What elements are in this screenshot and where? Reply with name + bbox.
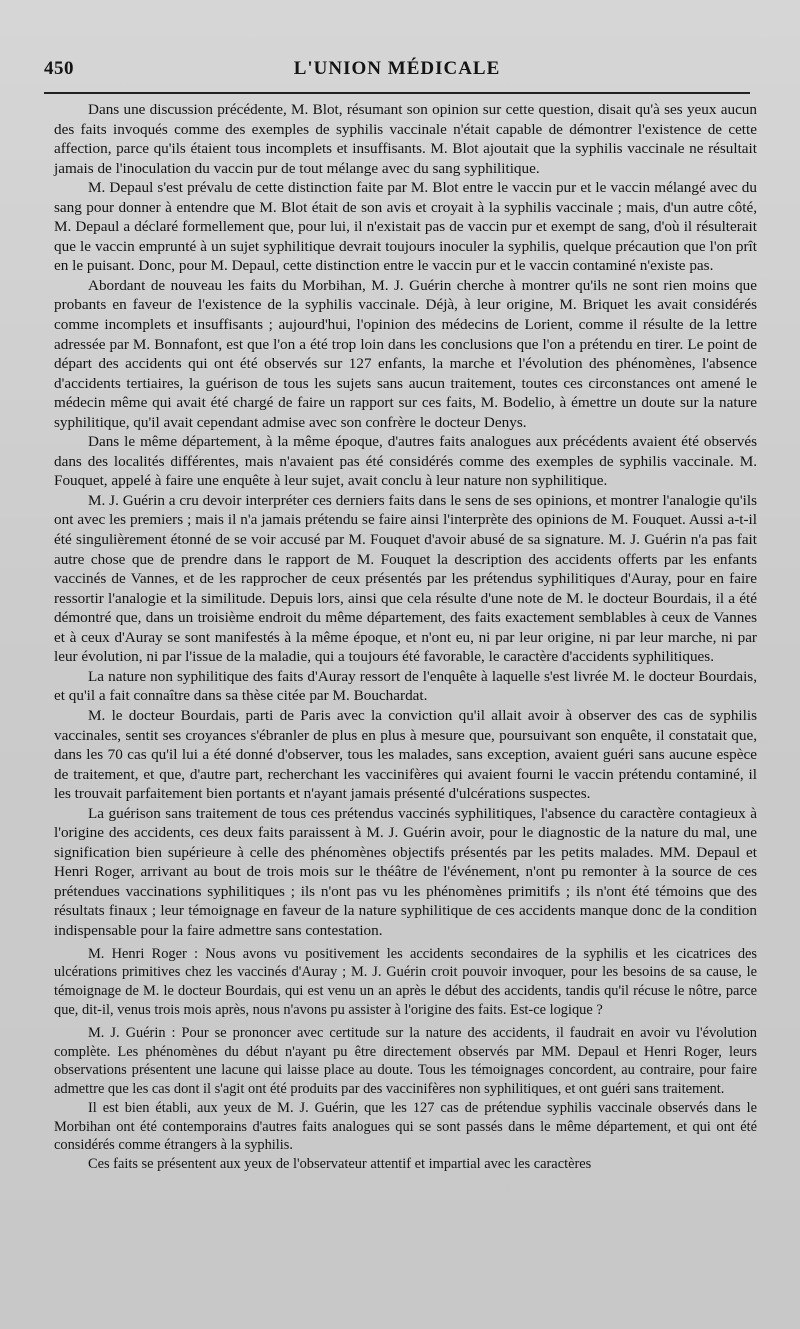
paragraph: Dans une discussion précédente, M. Blot, résumant son opinion sur cette question, disait qu'à ses yeux aucun des faits invoqués comme des exemples de syphilis vaccinale n'était capable de démontrer l'existence de cette affection, parce qu'ils étaient tous incomplets et insuffisants. M. Blot ajoutait que la syphilis vaccinale ne résultait jamais de l'inoculation du vaccin pur de tout mélange avec du sang syphilitique.: [54, 101, 757, 177]
journal-title: L'UNION MÉDICALE: [293, 58, 501, 79]
paragraph: Il est bien établi, aux yeux de M. J. Guérin, que les 127 cas de prétendue syphilis vaccinale observés dans le Morbihan ont été contemporains d'autres faits analogues qui se sont passés dans le même département, et qui ont été considérés comme étrangers à la syphilis.: [54, 1099, 757, 1154]
paragraph: Dans le même département, à la même époque, d'autres faits analogues aux précédents avaient été observés dans des localités différentes, mais n'avaient pas été considérés comme des exemples de syphilis vaccinale. M. Fouquet, appelé à faire une enquête à leur sujet, avait conclu à leur nature non syphilitique.: [54, 433, 757, 490]
paragraph: M. Depaul s'est prévalu de cette distinction faite par M. Blot entre le vaccin pur et le vaccin mélangé avec du sang pour donner à entendre que M. Blot était de son avis et croyait à la syphilis vaccinale ; mais, d'un autre côté, M. Depaul a déclaré formellement que, pour lui, il n'existait pas de vaccin pur et exempt de sang, d'où il résulterait que le vaccin emprunté à un sujet syphilitique devrait toujours inoculer la syphilis, quelque précaution que l'on prît en le puisant. Donc, pour M. Depaul, cette distinction entre le vaccin pur et le vaccin contaminé n'existe pas.: [54, 179, 757, 275]
paragraph: La nature non syphilitique des faits d'Auray ressort de l'enquête à laquelle s'est livrée M. le docteur Bourdais, et qu'il a fait connaître dans sa thèse citée par M. Bouchardat.: [54, 667, 757, 705]
paragraph: La guérison sans traitement de tous ces prétendus vaccinés syphilitiques, l'absence du caractère contagieux à l'origine des accidents, ces deux faits paraissent à M. J. Guérin avoir, pour le diagnostic de la nature du mal, une signification bien supérieure à celle des phénomènes objectifs présentés par les petits malades. MM. Depaul et Henri Roger, arrivant au bout de trois mois sur le théâtre de l'événement, n'ont pu remonter à la source de ces prétendues vaccinations syphilitiques ; ils n'ont pas vu les phénomènes primitifs ; ils n'ont été témoins que des résultats finaux ; leur témoignage en faveur de la nature syphilitique de ces accidents manque donc de la condition indispensable pour la faire admettre sans contestation.: [54, 804, 757, 939]
header-rule: [44, 92, 750, 94]
article-body: [54, 100, 757, 1174]
paragraph: M. Henri Roger : Nous avons vu positivement les accidents secondaires de la syphilis et les cicatrices des ulcérations primitives chez les vaccinés d'Auray ; M. J. Guérin croit pouvoir invoquer, pour les besoins de sa cause, le témoignage de M. le docteur Bourdais, qui est venu un an après le début des accidents, tandis qu'il récuse le nôtre, parce que, dit-il, venus trois mois après, nous n'avons pu assister à l'origine des faits. Est-ce logique ?: [54, 945, 757, 1018]
page-number: 450: [44, 58, 74, 79]
paragraph: Abordant de nouveau les faits du Morbihan, M. J. Guérin cherche à montrer qu'ils ne sont rien moins que probants en faveur de l'existence de la syphilis vaccinale. Déjà, à leur origine, M. Briquet les avait considérés comme incomplets et insuffisants ; aujourd'hui, l'opinion des médecins de Lorient, comme il résulte de la lettre adressée par M. Bonnafont, est que l'on a été trop loin dans les conclusions que l'on a prétendu en tirer. Le point de départ des accidents qui ont été observés sur 127 enfants, la marche et l'évolution des phénomènes, l'absence d'accidents tertiaires, la guérison de tous les sujets sans aucun traitement, toutes ces circonstances ont amené le médecin même qui avait été chargé de faire un rapport sur ces faits, M. Bodelio, à émettre un doute sur la nature syphilitique, qu'il avait cependant admise avec son confrère le docteur Denys.: [54, 276, 757, 431]
paragraph: M. J. Guérin : Pour se prononcer avec certitude sur la nature des accidents, il faudrait en avoir vu l'évolution complète. Les phénomènes du début n'ayant pu être directement observés par MM. Depaul et Henri Roger, leurs observations présentent une lacune qui laisse place au doute. Tous les témoignages concordent, au contraire, pour faire admettre que les cas dont il s'agit ont été produits par des vaccinifères non syphilitiques, et ont guéri sans traitement.: [54, 1024, 757, 1098]
paragraph: Ces faits se présentent aux yeux de l'observateur attentif et impartial avec les caractères: [88, 1156, 592, 1173]
page-header: [44, 58, 750, 88]
paragraph: M. J. Guérin a cru devoir interpréter ces derniers faits dans le sens de ses opinions, et montrer l'analogie qu'ils ont avec les premiers ; mais il n'a jamais prétendu se faire ainsi l'interprète des opinions de M. Fouquet. Aussi a-t-il été singulièrement étonné de se voir accusé par M. Fouquet d'avoir abusé de sa signature. M. J. Guérin n'a pas fait autre chose que de prendre dans le rapport de M. Fouquet la description des accidents offerts par les enfants vaccinés de Vannes, et de les rapprocher de ceux présentés par les prétendus syphilitiques d'Auray, pour en faire ressortir l'analogie et la similitude. Depuis lors, ainsi que cela résulte d'une note de M. le docteur Bourdais, il a été démontré que, dans un troisième endroit du même département, des faits exactement semblables à ceux de Vannes et à ceux d'Auray se sont manifestés à la même époque, et n'ont eu, ni par leur origine, ni par leur marche, ni par leur évolution, ni par l'issue de la maladie, qui a toujours été favorable, le caractère d'accidents syphilitiques.: [54, 491, 757, 666]
paragraph: M. le docteur Bourdais, parti de Paris avec la conviction qu'il allait avoir à observer des cas de syphilis vaccinales, sentit ses croyances s'ébranler de plus en plus à mesure que, poursuivant son enquête, il constatait que, dans les 70 cas qu'il lui a été donné d'observer, tous les malades, sans exception, avaient guéri sans aucune espèce de traitement, et que, d'autre part, recherchant les vaccinifères qui avaient fourni le vaccin prétendu contaminé, il les trouvait parfaitement bien portants et n'ayant jamais présenté d'ulcérations suspectes.: [54, 706, 757, 803]
